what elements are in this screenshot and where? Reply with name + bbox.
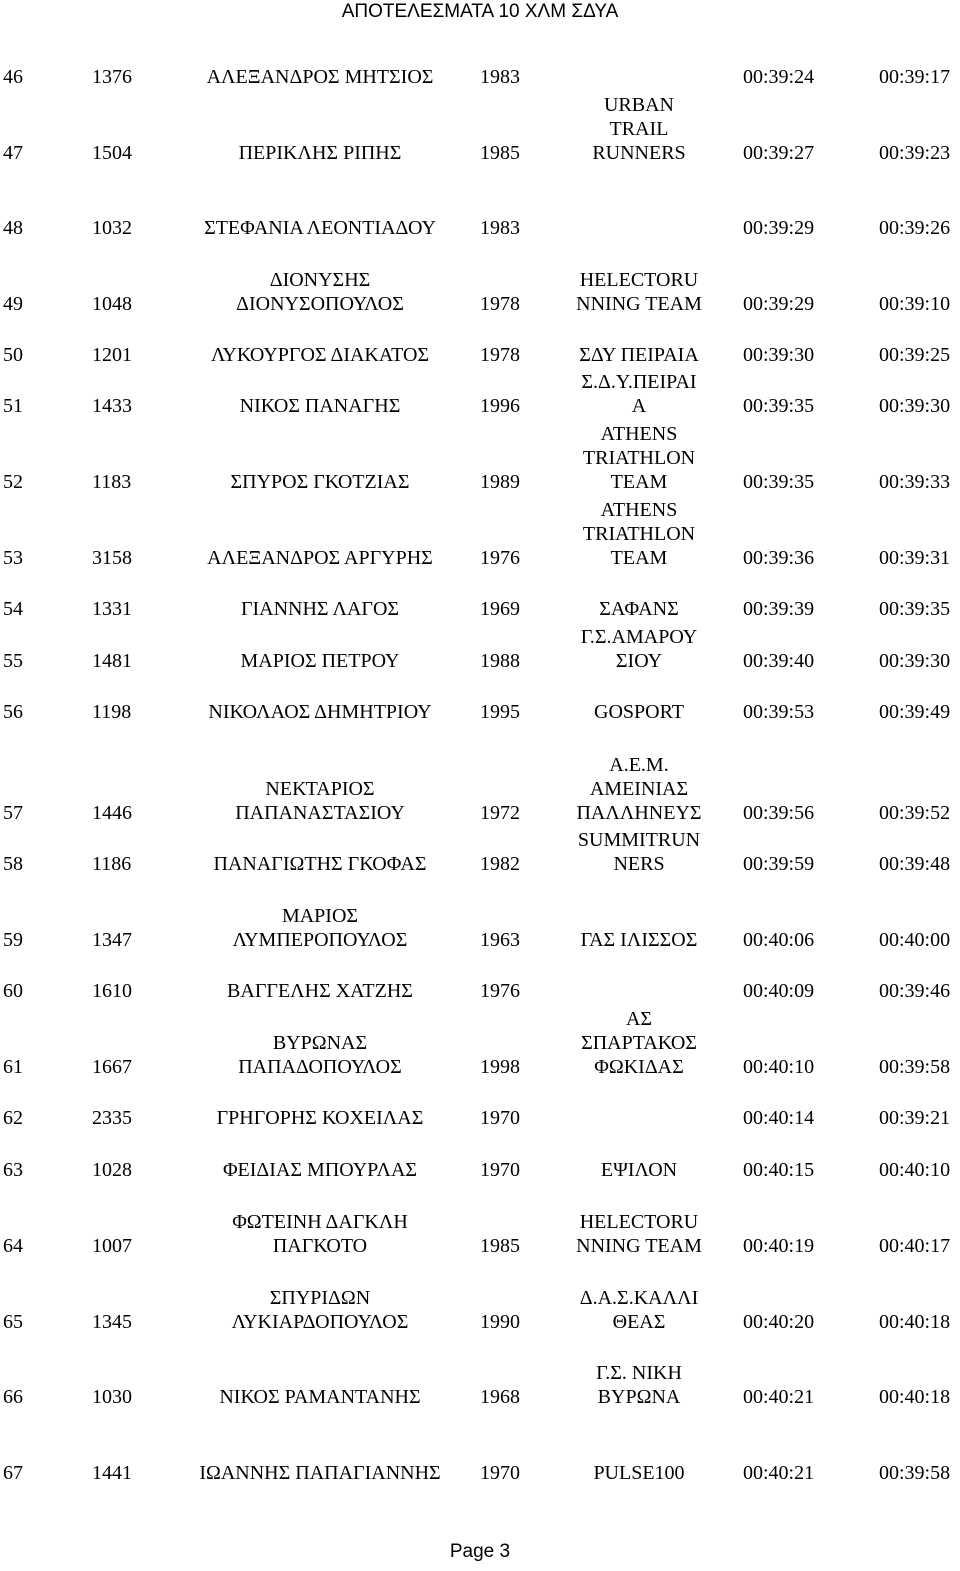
club-name-line: NNING TEAM [576, 1235, 702, 1257]
net-time: 00:39:33 [879, 471, 951, 493]
athlete-name-line: ΝΙΚΟΣ ΠΑΝΑΓΗΣ [239, 395, 401, 417]
result-position: 55 [3, 650, 23, 672]
athlete-name-line: ΜΑΡΙΟΣ [281, 905, 359, 927]
club-name-line: TRIATHLON [582, 523, 696, 545]
athlete-name-line: ΠΑΓΚΟΤΟ [272, 1235, 368, 1257]
bib-number: 1028 [92, 1159, 132, 1181]
net-time: 00:39:46 [879, 980, 951, 1002]
athlete-name-line: ΠΕΡΙΚΛΗΣ ΡΙΠΗΣ [238, 142, 402, 164]
athlete-name-line: ΣΠΥΡΙΔΩΝ [269, 1287, 371, 1309]
bib-number: 1376 [92, 66, 132, 88]
gun-time: 00:40:21 [743, 1462, 815, 1484]
result-position: 59 [3, 929, 23, 951]
result-position: 47 [3, 142, 23, 164]
gun-time: 00:39:56 [743, 802, 815, 824]
birth-year: 1978 [480, 344, 520, 366]
club-name-line: ΑΜΕΙΝΙΑΣ [589, 778, 689, 800]
club-name-line: TEAM [610, 471, 668, 493]
club-name-line: NERS [613, 853, 665, 875]
club-name-line: HELECTORU [579, 269, 699, 291]
result-position: 57 [3, 802, 23, 824]
club-name-line: ΠΑΛΛΗΝΕΥΣ [576, 802, 702, 824]
net-time: 00:39:58 [879, 1462, 951, 1484]
birth-year: 1978 [480, 293, 520, 315]
club-name-line: ΕΨΙΛΟΝ [600, 1159, 678, 1181]
athlete-name-line: ΜΑΡΙΟΣ ΠΕΤΡΟΥ [240, 650, 400, 672]
gun-time: 00:39:40 [743, 650, 815, 672]
net-time: 00:40:00 [879, 929, 951, 951]
birth-year: 1972 [480, 802, 520, 824]
result-position: 60 [3, 980, 23, 1002]
club-name-line: RUNNERS [592, 142, 686, 164]
net-time: 00:39:58 [879, 1056, 951, 1078]
birth-year: 1983 [480, 66, 520, 88]
athlete-name-line: ΦΕΙΔΙΑΣ ΜΠΟΥΡΛΑΣ [222, 1159, 418, 1181]
club-name-line: ATHENS [600, 499, 678, 521]
net-time: 00:39:26 [879, 217, 951, 239]
club-name-line: NNING TEAM [576, 293, 702, 315]
net-time: 00:40:18 [879, 1311, 951, 1333]
result-position: 49 [3, 293, 23, 315]
club-name-line: ΣΑΦΑΝΣ [599, 598, 679, 620]
club-name-line: TEAM [610, 547, 668, 569]
gun-time: 00:40:19 [743, 1235, 815, 1257]
athlete-name-line: ΛΥΜΠΕΡΟΠΟΥΛΟΣ [232, 929, 408, 951]
result-position: 61 [3, 1056, 23, 1078]
gun-time: 00:39:29 [743, 217, 815, 239]
page-title: ΑΠΟΤΕΛΕΣΜΑΤΑ 10 ΧΛΜ ΣΔΥΑ [341, 1, 619, 22]
birth-year: 1985 [480, 1235, 520, 1257]
gun-time: 00:39:30 [743, 344, 815, 366]
result-position: 51 [3, 395, 23, 417]
net-time: 00:40:18 [879, 1386, 951, 1408]
gun-time: 00:39:35 [743, 471, 815, 493]
result-position: 65 [3, 1311, 23, 1333]
birth-year: 1996 [480, 395, 520, 417]
gun-time: 00:39:24 [743, 66, 815, 88]
bib-number: 1481 [92, 650, 132, 672]
athlete-name-line: ΔΙΟΝΥΣΟΠΟΥΛΟΣ [236, 293, 404, 315]
result-position: 56 [3, 701, 23, 723]
net-time: 00:39:48 [879, 853, 951, 875]
birth-year: 1970 [480, 1159, 520, 1181]
club-name-line: Γ.Σ. ΝΙΚΗ [596, 1362, 682, 1384]
bib-number: 1201 [92, 344, 132, 366]
bib-number: 1345 [92, 1311, 132, 1333]
gun-time: 00:40:20 [743, 1311, 815, 1333]
athlete-name-line: ΓΡΗΓΟΡΗΣ ΚΟΧΕΙΛΑΣ [216, 1107, 424, 1129]
net-time: 00:40:10 [879, 1159, 951, 1181]
gun-time: 00:40:09 [743, 980, 815, 1002]
club-name-line: ΒΥΡΩΝΑ [597, 1386, 681, 1408]
athlete-name-line: ΑΛΕΞΑΝΔΡΟΣ ΜΗΤΣΙΟΣ [206, 66, 434, 88]
net-time: 00:39:35 [879, 598, 951, 620]
net-time: 00:39:30 [879, 395, 951, 417]
club-name-line: GOSPORT [594, 701, 684, 723]
birth-year: 1970 [480, 1107, 520, 1129]
bib-number: 1347 [92, 929, 132, 951]
birth-year: 1983 [480, 217, 520, 239]
athlete-name-line: ΝΙΚΟΛΑΟΣ ΔΗΜΗΤΡΙΟΥ [208, 701, 432, 723]
athlete-name-line: ΒΥΡΩΝΑΣ [272, 1032, 368, 1054]
athlete-name [160, 1461, 480, 1485]
club-name-line: ΣΔΥ ΠΕΙΡΑΙΑ [579, 344, 699, 366]
athlete-name-line: ΛΥΚΟΥΡΓΟΣ ΔΙΑΚΑΤΟΣ [210, 344, 430, 366]
gun-time: 00:39:53 [743, 701, 815, 723]
birth-year: 1989 [480, 471, 520, 493]
result-position: 64 [3, 1235, 23, 1257]
bib-number: 1007 [92, 1235, 132, 1257]
page-number: Page 3 [449, 1541, 511, 1562]
birth-year: 1985 [480, 142, 520, 164]
bib-number: 1446 [92, 802, 132, 824]
birth-year: 1976 [480, 980, 520, 1002]
birth-year: 1968 [480, 1386, 520, 1408]
net-time: 00:40:17 [879, 1235, 951, 1257]
bib-number: 1433 [92, 395, 132, 417]
club-name-line: ΑΣ [625, 1008, 653, 1030]
gun-time: 00:40:15 [743, 1159, 815, 1181]
bib-number: 1198 [92, 701, 132, 723]
bib-number: 1441 [92, 1462, 132, 1484]
athlete-name-line: ΝΕΚΤΑΡΙΟΣ [265, 778, 375, 800]
result-position: 46 [3, 66, 23, 88]
result-position: 62 [3, 1107, 23, 1129]
gun-time: 00:39:59 [743, 853, 815, 875]
bib-number: 1667 [92, 1056, 132, 1078]
athlete-name-line: ΠΑΝΑΓΙΩΤΗΣ ΓΚΟΦΑΣ [213, 853, 427, 875]
birth-year: 1976 [480, 547, 520, 569]
bib-number: 2335 [92, 1107, 132, 1129]
club-name [560, 1461, 718, 1485]
club-name-line: TRAIL [609, 118, 669, 140]
net-time: 00:39:30 [879, 650, 951, 672]
athlete-name-line: ΙΩΑΝΝΗΣ ΠΑΠΑΓΙΑΝΝΗΣ [199, 1462, 441, 1484]
result-position: 63 [3, 1159, 23, 1181]
bib-number: 1331 [92, 598, 132, 620]
result-position: 66 [3, 1386, 23, 1408]
result-position: 50 [3, 344, 23, 366]
club-name-line: Α.Ε.Μ. [609, 754, 669, 776]
club-name-line: PULSE100 [593, 1462, 685, 1484]
gun-time: 00:40:21 [743, 1386, 815, 1408]
net-time: 00:39:49 [879, 701, 951, 723]
bib-number: 1048 [92, 293, 132, 315]
gun-time: 00:40:14 [743, 1107, 815, 1129]
bib-number: 1504 [92, 142, 132, 164]
gun-time: 00:39:35 [743, 395, 815, 417]
club-name-line: ΣΙΟΥ [615, 650, 663, 672]
gun-time: 00:39:36 [743, 547, 815, 569]
birth-year: 1963 [480, 929, 520, 951]
result-position: 58 [3, 853, 23, 875]
club-name-line: Σ.Δ.Υ.ΠΕΙΡΑΙ [581, 371, 697, 393]
net-time: 00:39:52 [879, 802, 951, 824]
club-name-line: Α [631, 395, 647, 417]
bib-number: 1610 [92, 980, 132, 1002]
club-name-line: ATHENS [600, 423, 678, 445]
athlete-name-line: ΝΙΚΟΣ ΡΑΜΑΝΤΑΝΗΣ [219, 1386, 421, 1408]
bib-number: 1186 [92, 853, 132, 875]
birth-year: 1990 [480, 1311, 520, 1333]
athlete-name-line: ΠΑΠΑΝΑΣΤΑΣΙΟΥ [235, 802, 405, 824]
gun-time: 00:39:29 [743, 293, 815, 315]
bib-number: 1183 [92, 471, 132, 493]
club-name-line: ΘΕΑΣ [612, 1311, 666, 1333]
athlete-name-line: ΓΙΑΝΝΗΣ ΛΑΓΟΣ [240, 598, 400, 620]
birth-year: 1998 [480, 1056, 520, 1078]
athlete-name-line: ΛΥΚΙΑΡΔΟΠΟΥΛΟΣ [231, 1311, 409, 1333]
athlete-name-line: ΣΠΥΡΟΣ ΓΚΟΤΖΙΑΣ [230, 471, 410, 493]
club-name-line: ΦΩΚΙΔΑΣ [594, 1056, 684, 1078]
result-position: 67 [3, 1462, 23, 1484]
gun-time: 00:39:39 [743, 598, 815, 620]
athlete-name-line: ΣΤΕΦΑΝΙΑ ΛΕΟΝΤΙΑΔΟΥ [204, 217, 436, 239]
athlete-name-line: ΠΑΠΑΔΟΠΟΥΛΟΣ [238, 1056, 402, 1078]
club-name-line: TRIATHLON [582, 447, 696, 469]
athlete-name-line: ΒΑΓΓΕΛΗΣ ΧΑΤΖΗΣ [227, 980, 413, 1002]
club-name-line: ΓΑΣ ΙΛΙΣΣΟΣ [580, 929, 698, 951]
gun-time: 00:40:10 [743, 1056, 815, 1078]
net-time: 00:39:23 [879, 142, 951, 164]
gun-time: 00:40:06 [743, 929, 815, 951]
athlete-name-line: ΔΙΟΝΥΣΗΣ [269, 269, 371, 291]
bib-number: 1030 [92, 1386, 132, 1408]
bib-number: 3158 [92, 547, 132, 569]
club-name-line: SUMMITRUN [577, 829, 701, 851]
result-position: 52 [3, 471, 23, 493]
gun-time: 00:39:27 [743, 142, 815, 164]
result-position: 54 [3, 598, 23, 620]
birth-year: 1970 [480, 1462, 520, 1484]
birth-year: 1995 [480, 701, 520, 723]
club-name-line: ΣΠΑΡΤΑΚΟΣ [581, 1032, 697, 1054]
athlete-name-line: ΦΩΤΕΙΝΗ ΔΑΓΚΛΗ [232, 1211, 408, 1233]
result-position: 53 [3, 547, 23, 569]
club-name-line: HELECTORU [579, 1211, 699, 1233]
net-time: 00:39:17 [879, 66, 951, 88]
club-name-line: URBAN [603, 94, 674, 116]
net-time: 00:39:21 [879, 1107, 951, 1129]
club-name-line: Γ.Σ.ΑΜΑΡΟΥ [580, 626, 698, 648]
net-time: 00:39:10 [879, 293, 951, 315]
birth-year: 1982 [480, 853, 520, 875]
net-time: 00:39:31 [879, 547, 951, 569]
athlete-name-line: ΑΛΕΞΑΝΔΡΟΣ ΑΡΓΥΡΗΣ [207, 547, 433, 569]
bib-number: 1032 [92, 217, 132, 239]
birth-year: 1988 [480, 650, 520, 672]
result-position: 48 [3, 217, 23, 239]
club-name-line: Δ.Α.Σ.ΚΑΛΛΙ [579, 1287, 699, 1309]
birth-year: 1969 [480, 598, 520, 620]
net-time: 00:39:25 [879, 344, 951, 366]
